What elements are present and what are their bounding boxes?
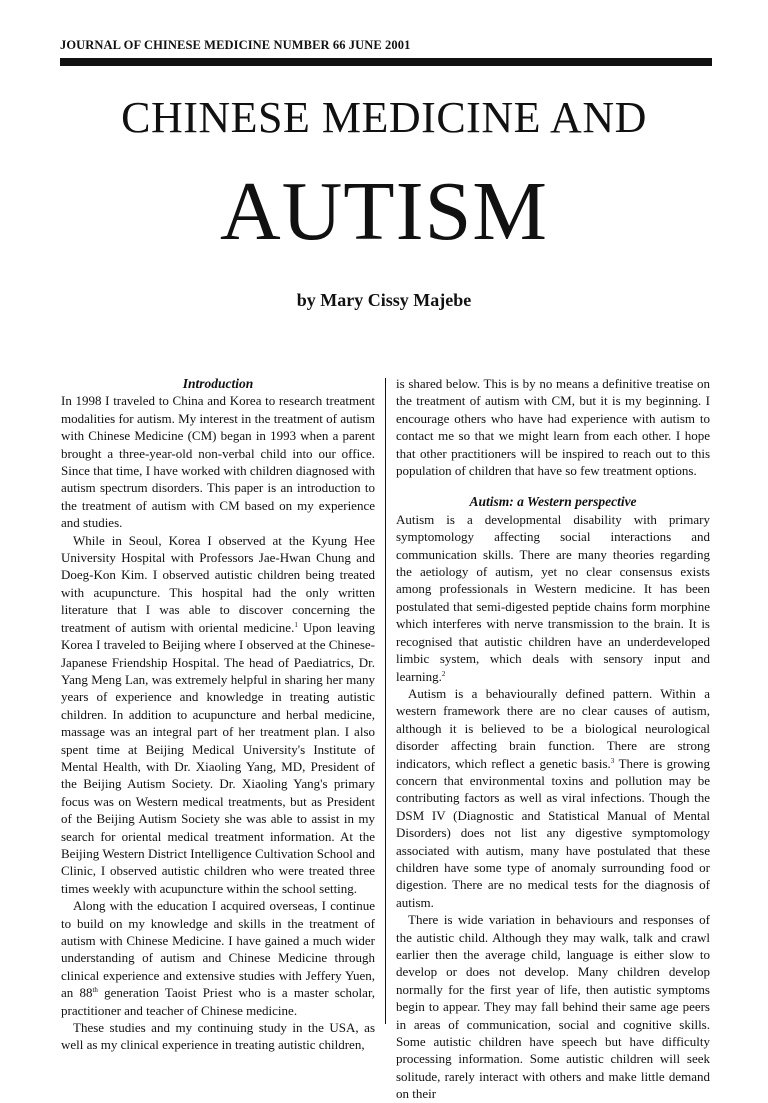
- section-heading-western-perspective: Autism: a Western perspective: [469, 494, 637, 510]
- paragraph-text: In 1998 I traveled to China and Korea to research treatment modalities for autism. My interest in the treatment of autism with Chinese Medicine (CM) began in 1993 when a parent brought a three-year-old non-verbal child into our office. Since that time, I have worked with children diagnosed with autism spectrum disorders. This paper is an introduction to the treatment of autism with CM based on my experience and studies.: [61, 393, 375, 531]
- right-column: [396, 375, 710, 1103]
- footnote-ref: 2: [441, 669, 446, 678]
- title-line-2: AUTISM: [219, 165, 548, 258]
- paragraph-text: Autism is a behaviourally defined pattern. Within a western framework there are no clear causes of autism, although it is believed to be a biological neurological disorder affecting brain function. There are strong indicators, which reflect a genetic basis.: [396, 685, 710, 771]
- paragraph: [396, 375, 710, 479]
- paragraph-text: generation Taoist Priest who is a master scholar, practitioner and teacher of Chinese medicine.: [61, 985, 375, 1018]
- left-column: [61, 375, 375, 1054]
- paragraph-text: While in Seoul, Korea I observed at the Kyung Hee University Hospital with Professors Jae-Hwan Chung and Doeg-Kon Kim. I observed autistic children being treated with acupuncture. This hospital had the only written literature that I was able to discover concerning the treatment of autism with oriental medicine.: [61, 532, 375, 635]
- paragraph: [61, 532, 375, 898]
- paragraph-text: is shared below. This is by no means a definitive treatise on the treatment of autism with CM, but it is my beginning. I encourage others who have had experience with autism to contact me so that we might learn from each other. I hope that other practitioners will be inspired to reach out to this population of children that have so few treatment options.: [396, 376, 710, 479]
- byline: by Mary Cissy Majebe: [296, 290, 472, 310]
- paragraph: [61, 1019, 375, 1054]
- paragraph-text: There is growing concern that environmental toxins and pollution may be contributing factors as well as viral infections. Though the DSM IV (Diagnostic and Statistical Manual of Mental Disorders) does not list any digestive symptomology associated with autism, many have postulated that these children have some type of anomaly surrounding food or digestion. There are no medical tests for the diagnosis of autism.: [396, 755, 711, 910]
- paragraph-text: Autism is a developmental disability with primary symptomology affecting social interactions and communication skills. There are many theories regarding the aetiology of autism, yet no clear consensus exists among professionals in Western medicine. It has been postulated that semi-digested peptide chains form morphine which interferes with nerve transmission to the brain. It is recognised that autistic children have an underdeveloped limbic system, which deals with sensory input and learning.: [396, 511, 710, 684]
- footnote-ref: 3: [610, 756, 615, 765]
- paragraph: [396, 911, 710, 1102]
- paragraph: [61, 392, 375, 531]
- paragraph: [61, 897, 375, 1019]
- header-rule: [60, 58, 712, 66]
- paragraph-text: Along with the education I acquired overseas, I continue to build on my knowledge and skills in the treatment of autism with Chinese Medicine. I have gained a much wider understanding of autism and Chinese Medicine through clinical experience and extensive studies with Jeffery Yuen, an 88: [61, 898, 375, 1001]
- footnote-ref: 1: [294, 620, 298, 629]
- paragraph-text: Upon leaving Korea I traveled to Beijing where I observed at the Chinese- Japanese Friendship Hospital. The head of Paediatrics, Dr. Yang Meng Lan, was extremely helpful in sharing her many years of experience and knowledge in treating autistic children. In addition to acupuncture and herbal medicine, massage was an integral part of her treatment plan. I also spent time at Beijing Medical University's Institute of Mental Health, with Dr. Xiaoling Yang, MD, President of the Beijing Autism Society. Dr. Xiaoling Yang's primary focus was on Western medical treatments, but as President of the Beijing Autism Society she was able to assist in my search for oriental medical treatment information. At the Beijing Western District Intelligence Cultivation School and Clinic, I observed autistic children who were treated three times weekly with acupuncture within the school setting.: [61, 619, 375, 896]
- title-line-1: CHINESE MEDICINE AND: [121, 93, 647, 142]
- section-heading-introduction: Introduction: [182, 376, 254, 391]
- paragraph: [396, 511, 710, 685]
- paragraph: [396, 685, 710, 911]
- paragraph-text: These studies and my continuing study in the USA, as well as my clinical experience in treating autistic children,: [61, 1020, 375, 1053]
- ordinal-suffix: th: [92, 986, 98, 995]
- journal-header: JOURNAL OF CHINESE MEDICINE NUMBER 66 JUNE 2001: [60, 38, 411, 52]
- paragraph-text: There is wide variation in behaviours and responses of the autistic child. Although they may walk, talk and crawl earlier then the average child, language is either slow to develop or does not develop. Many children develop normally for the first year of life, then autistic symptoms begin to appear. They may fall behind their same age peers in areas of communication, social and cognitive skills. Some autistic children have speech but have difficulty processing information. Some autistic children will seek solitude, rarely interact with others and make little demand on their: [396, 912, 710, 1102]
- section-gap: [396, 479, 710, 493]
- column-divider: [385, 378, 386, 1024]
